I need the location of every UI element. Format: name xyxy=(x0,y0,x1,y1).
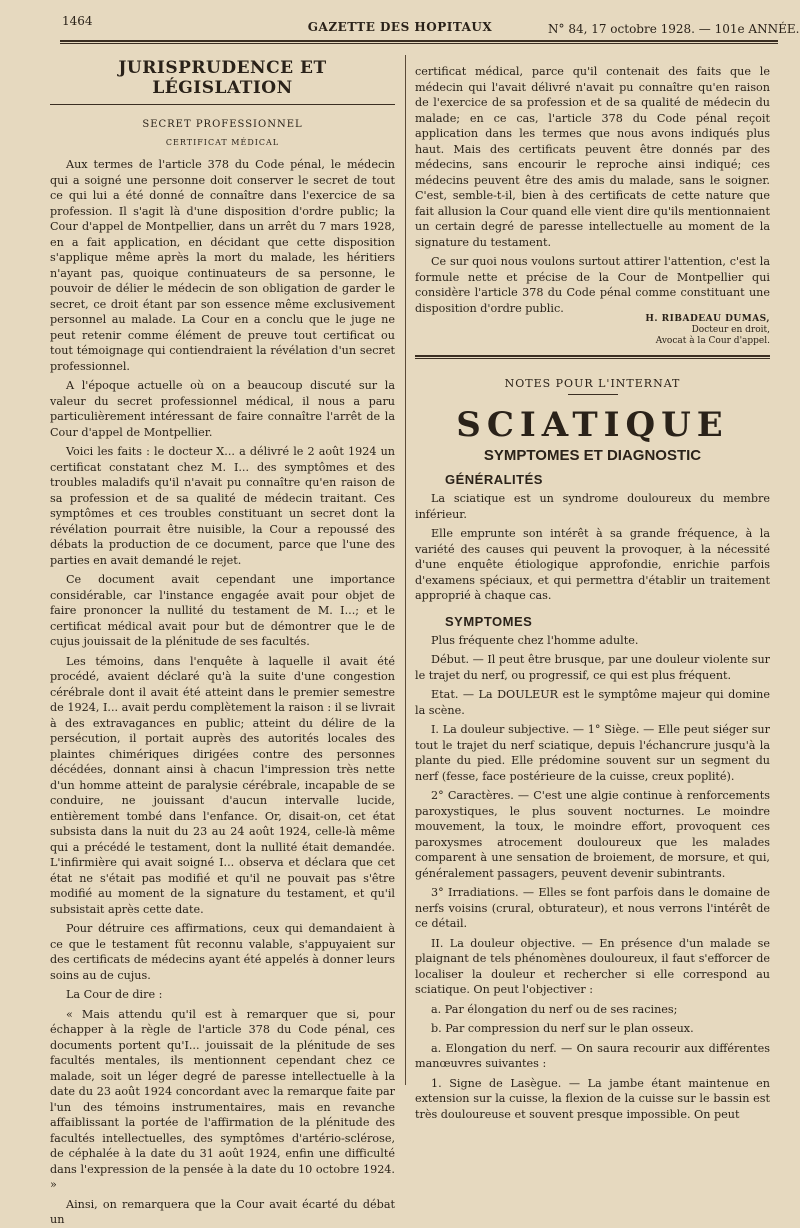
paragraph: a. Elongation du nerf. — On saura recourir aux différentes manœuvres suivantes : xyxy=(415,1041,770,1070)
paragraph: 2° Caractères. — C'est une algie continue à renforcements paroxystiques, le plus souvent nocturnes. Le moindre mouvement, la toux, le moindre effort, provoquent ces paroxysmes atrocement douloureux que les malades comparent à une sensation de broiement, de morsure, et qui, généralement passagers, peuvent devenir subintrants. xyxy=(415,789,770,880)
paragraph: Voici les faits : le docteur X... a délivré le 2 août 1924 un certificat constatant chez M. I... des symptômes et des troubles maladifs qu'il n'avait pu connaître qu'en raison de sa profession et de sa qualité de médecin traitant. Ces symptômes et ces troubles constituant un secret dont la révélation pourrait être nuisible, la Cour a repoussé des débats la production de ce document, parce que l'une des parties en avait demandé le rejet. xyxy=(50,445,395,567)
paragraph: A l'époque actuelle où on a beaucoup discuté sur la valeur du secret professionnel médical, il nous a paru particulièrement intéressant de faire connaître l'arrêt de la Cour d'appel de Montpellier. xyxy=(50,379,395,439)
paragraph: Ce document avait cependant une importance considérable, car l'instance engagée avait pour objet de faire prononcer la nullité du testament de M. I...; et le certificat médical avait pour but de démontrer que le de cujus jouissait de la plénitude de ses facultés. xyxy=(50,573,395,648)
issue-info: N° 84, 17 octobre 1928. — 101e ANNÉE. xyxy=(548,22,800,36)
paragraph: II. La douleur objective. — En présence d'un malade se plaignant de tels phénomènes douloureux, il faut s'efforcer de localiser la douleur et rechercher si elle correspond au sciatique. On peut l'objectiver : xyxy=(415,936,770,996)
heading-generalites: GÉNÉRALITÉS xyxy=(445,472,543,487)
paragraph: Ce sur quoi nous voulons surtout attirer l'attention, c'est la formule nette et précise de la Cour de Montpellier qui considère l'article 378 du Code pénal comme constituant une disposition d'ordre public. xyxy=(415,255,770,315)
list-item: b. Par compression du nerf sur le plan osseux. xyxy=(431,1022,694,1035)
header-rule xyxy=(60,40,778,44)
paragraph: Les témoins, dans l'enquête à laquelle il avait été procédé, avaient déclaré qu'à la suite d'une congestion cérébrale dont il avait été atteint dans le premier semestre de 1924, I... avait perdu complètement la raison : il se livrait à des extravagances en public; atteint du délire de la persécution, il portait auprès des autorités locales des plaintes chimériques dirigées contre des personnes décédées, donnant ainsi à chacun l'impression très nette d'un homme atteint de paralysie cérébrale, incapable de se conduire, ne jouissant d'aucun intervalle lucide, entièrement tombé dans l'enfance. Or, disait-on, cet état subsista dans la nuit du 23 au 24 août 1924, celle-là même qui a précédé le testament, dont la nullité était demandée. L'infirmière qui avait soigné I... observa et déclara que cet état ne s'était pas modifié et qu'il ne pouvait pas s'être modifié au moment de la signature du testament, et qu'il subsistait après cette date. xyxy=(50,654,395,916)
paragraph: Ainsi, on remarquera que la Cour avait écarté du débat un xyxy=(50,1197,395,1226)
author-signature xyxy=(415,314,770,347)
paragraph: La sciatique est un syndrome douloureux du membre inférieur. xyxy=(415,492,770,521)
paragraph: 1. Signe de Lasègue. — La jambe étant maintenue en extension sur la cuisse, la flexion de la cuisse sur le bassin est très douloureuse et souvent presque impossible. On peut xyxy=(415,1076,770,1121)
right-column xyxy=(415,60,770,1122)
article-subtitle: SECRET PROFESSIONNEL xyxy=(142,119,303,130)
list-item: a. Par élongation du nerf ou de ses racines; xyxy=(431,1002,678,1016)
sciatique-title: SCIATIQUE xyxy=(456,405,729,445)
section-title: JURISPRUDENCE ET LÉGISLATION xyxy=(50,58,395,105)
paragraph: Pour détruire ces affirmations, ceux qui demandaient à ce que le testament fût reconnu valable, s'appuyaient sur des certificats de médecins ayant été appelés à donner leurs soins au de cujus. xyxy=(50,922,395,982)
short-rule xyxy=(568,394,618,395)
left-column xyxy=(50,58,395,1228)
paragraph: 3° Irradiations. — Elles se font parfois dans le domaine de nerfs voisins (crural, obturateur), et nous verrons l'intérêt de ce détail. xyxy=(415,886,770,930)
paragraph: La Cour de dire : xyxy=(66,988,163,1001)
paragraph: Elle emprunte son intérêt à sa grande fréquence, à la variété des causes qui peuvent la provoquer, à la nécessité d'une enquête étiologique approfondie, enrichie parfois d'examens spéciaux, et qui permettra d'établir un traitement approprié à chaque cas. xyxy=(415,527,770,602)
notes-heading: NOTES POUR L'INTERNAT xyxy=(504,377,681,390)
paragraph: Début. — Il peut être brusque, par une douleur violente sur le trajet du nerf, ou progressif, ce qui est plus fréquent. xyxy=(415,653,770,682)
article-subsubtitle: CERTIFICAT MÉDICAL xyxy=(165,138,280,147)
page-number: 1464 xyxy=(62,14,93,28)
author-name: H. RIBADEAU DUMAS, xyxy=(645,314,770,324)
section-rule xyxy=(415,355,770,359)
paragraph: certificat médical, parce qu'il contenait des faits que le médecin qui l'avait délivré n'avait pu connaître qu'en raison de l'exercice de sa profession et de sa qualité de médecin du malade; en ce cas, l'article 378 du Code pénal reçoit application dans les termes que nous avons indiqués plus haut. Mais des certificats peuvent être donnés par des médecins, sans encourir le reproche ainsi indiqué; ces médecins peuvent être des amis du malade, sans le soigner. C'est, semble-t-il, bien à des certificats de cette nature que fait allusion la Cour quand elle vient dire qu'ils mentionnaient un certain degré de paresse intellectuelle au moment de la signature du testament. xyxy=(415,65,770,249)
journal-title: GAZETTE DES HOPITAUX xyxy=(307,20,493,34)
heading-symptomes: SYMPTOMES xyxy=(445,613,533,629)
sciatique-subtitle: SYMPTOMES ET DIAGNOSTIC xyxy=(483,447,702,464)
paragraph: Plus fréquente chez l'homme adulte. xyxy=(431,633,639,647)
column-divider xyxy=(405,55,406,1085)
paragraph: Etat. — La DOULEUR est le symptôme majeur qui domine la scène. xyxy=(415,688,770,717)
paragraph: I. La douleur subjective. — 1° Siège. — Elle peut siéger sur tout le trajet du nerf sciatique, depuis l'échancrure jusqu'à la plante du pied. Elle prédomine souvent sur un segment du nerf (fesse, face postérieure de la cuisse, creux poplité). xyxy=(415,723,770,783)
author-affiliation: Avocat à la Cour d'appel. xyxy=(655,336,770,346)
paragraph: Aux termes de l'article 378 du Code pénal, le médecin qui a soigné une personne doit conserver le secret de tout ce qui lui a été donné de connaître dans l'exercice de sa profession. Il s'agit là d'une disposition d'ordre public; la Cour d'appel de Montpellier, dans un arrêt du 7 mars 1928, en a fait application, en décidant que cette disposition s'applique même après la mort du malade, les héritiers n'ayant pas, quoique continuateurs de sa personne, le pouvoir de délier le médecin de son obligation de garder le secret, ce droit étant par son essence même exclusivement personnel au malade. La Cour en a conclu que le juge ne peut retenir comme élément de preuve tout certificat ou tout témoignage qui contiendraient la révélation d'un secret professionnel. xyxy=(50,158,395,373)
court-quote: « Mais attendu qu'il est à remarquer que si, pour échapper à la règle de l'article 378 du Code pénal, ces documents portent qu'I... jouissait de la plénitude de ses facultés mentales, ils mentionnent cependant chez ce malade, soit un léger degré de paresse intellectuelle à la date du 23 août 1924 concordant avec la remarque faite par l'un des témoins instrumentaires, mais en revanche affaiblissant la portée de l'affirmation de la plénitude des facultés intellectuelles, des symptômes d'artério-sclérose, de céphalée à la date du 31 août 1924, enfin une difficulté dans l'expression de la pensée à la date du 10 octobre 1924. » xyxy=(50,1007,395,1191)
author-title: Docteur en droit, xyxy=(691,325,770,335)
